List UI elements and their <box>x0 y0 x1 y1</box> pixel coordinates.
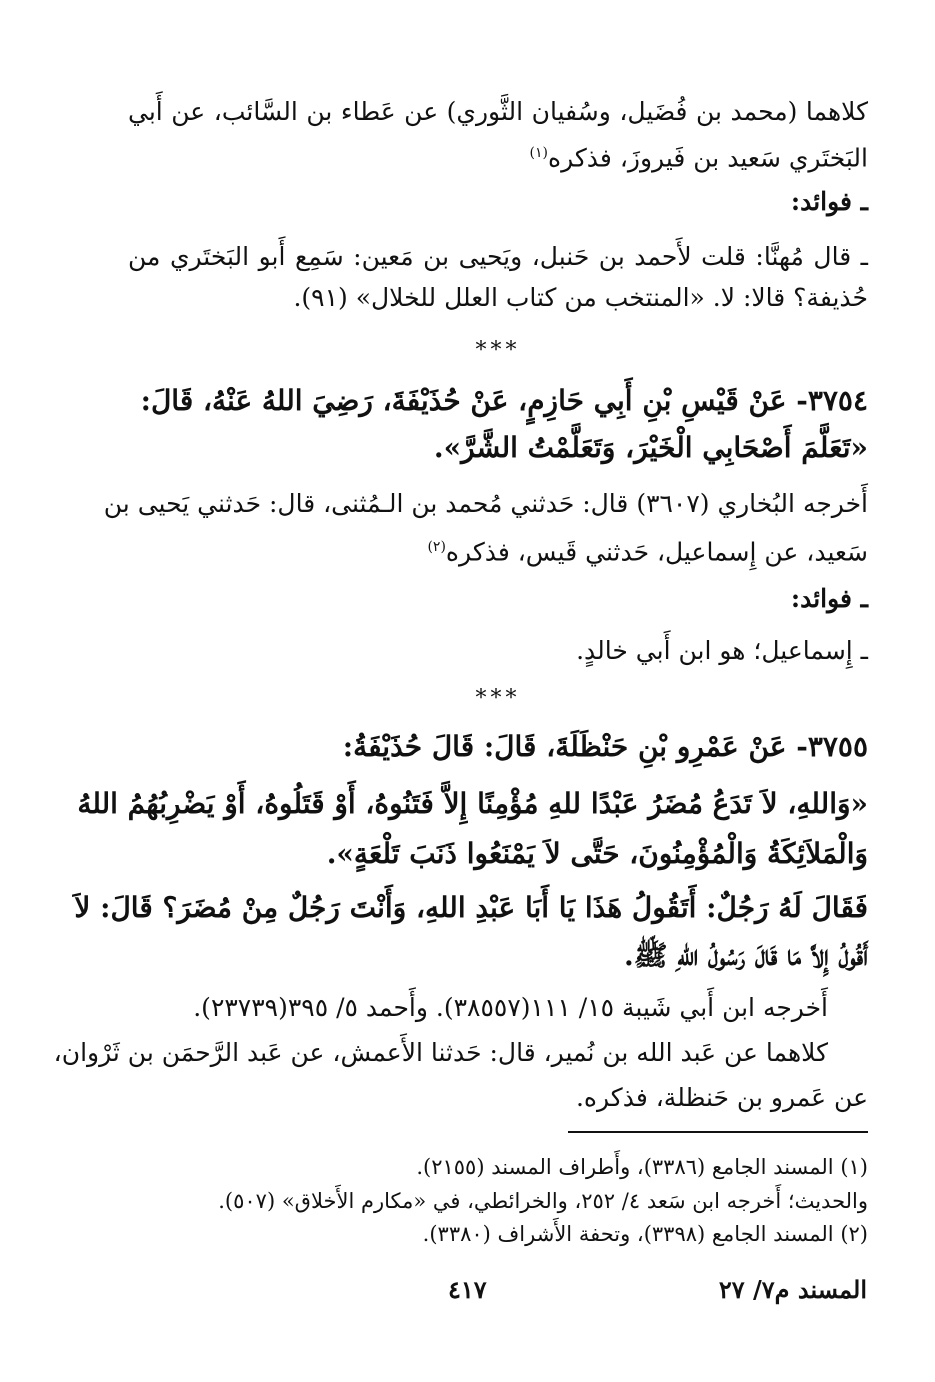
hadith-heading: ٣٧٥٤- عَنْ قَيْسِ بْنِ أَبِي حَازِمٍ، عَنْ حُذَيْفَةَ، رَضِيَ اللهُ عَنْهُ، قَالَ: <box>140 384 868 417</box>
hadith-heading: ٣٧٥٥- عَنْ عَمْرِو بْنِ حَنْظَلَةَ، قَالَ: قَالَ حُذَيْفَةُ: <box>342 730 868 763</box>
running-head: المسند م٧/ ٢٧ <box>718 1275 867 1304</box>
section-heading: ـ فوائد: <box>790 187 868 216</box>
hadith-text: فَقَالَ لَهُ رَجُلٌ: أَتَقُولُ هَذَا يَا أَبَا عَبْدِ اللهِ، وَأَنْتَ رَجُلٌ مِنْ مُضَرَ؟ قَالَ: لاَ <box>74 891 868 924</box>
paragraph-line: ـ قال مُهنَّا: قلت لأَحمد بن حَنبل، ويَحيى بن مَعين: سَمِع أَبو البَختَري من <box>128 242 868 271</box>
paragraph-line: حُذيفة؟ قالا: لا. «المنتخب من كتاب العلل للخلال» (٩١). <box>293 283 868 312</box>
hadith-text: «تَعَلَّمَ أَصْحَابِي الْخَيْرَ، وَتَعَلَّمْتُ الشَّرَّ». <box>433 431 868 464</box>
hadith-text: أَقُولُ إِلاَّ مَا قَالَ رَسُولُ اللهِ ﷺ. <box>624 939 868 972</box>
footnote-line: (٢) المسند الجامع (٣٣٩٨)، وتحفة الأَشراف (٣٣٨٠). <box>422 1222 868 1246</box>
footnote-line: والحديث؛ أَخرجه ابن سَعد ٤/ ٢٥٢، والخرائطي، في «مكارم الأَخلاق» (٥٠٧). <box>218 1189 868 1213</box>
paragraph-line: ـ إِسماعيل؛ هو ابن أَبي خالدٍ. <box>576 636 868 665</box>
paragraph-line: عن عَمرو بن حَنظلة، فذكره. <box>575 1083 868 1112</box>
paragraph-line: أَخرجه البُخاري (٣٦٠٧) قال: حَدثني مُحمد بن الـمُثنى، قال: حَدثني يَحيى بن <box>103 489 868 518</box>
paragraph-text: البَختَري سَعيد بن فَيروزَ، فذكره <box>548 143 868 173</box>
hadith-text: وَالْمَلاَئِكَةُ وَالْمُؤْمِنُونَ، حَتَّى لاَ يَمْنَعُوا ذَنَبَ تَلْعَةٍ». <box>326 837 868 870</box>
section-heading: ـ فوائد: <box>790 584 868 613</box>
separator-stars: *** <box>475 686 521 711</box>
footnote-marker: (٢) <box>427 539 446 555</box>
hadith-text: «وَاللهِ، لاَ تَدَعُ مُضَرُ عَبْدًا للهِ مُؤْمِنًا إِلاَّ فَتَنُوهُ، أَوْ قَتَلُوهُ، أَوْ يَضْرِبُهُمُ اللهُ <box>77 787 868 820</box>
paragraph-line: كلاهما (محمد بن فُضَيل، وسُفيان الثَّوري) عن عَطاء بن السَّائب، عن أَبي <box>128 97 869 126</box>
separator-stars: *** <box>475 338 521 363</box>
paragraph-line: أَخرجه ابن أَبي شَيبة ١٥/ ١١١(٣٨٥٥٧). وأَحمد ٥/ ٣٩٥(٢٣٧٣٩). <box>193 993 828 1022</box>
footnote-rule <box>568 1131 868 1133</box>
page-number: ٤١٧ <box>448 1275 487 1304</box>
paragraph-line <box>128 527 868 572</box>
paragraph-text: سَعيد، عن إِسماعيل، حَدثني قَيس، فذكره <box>445 537 868 567</box>
paragraph-line <box>128 133 868 178</box>
paragraph-line: كلاهما عن عَبد الله بن نُمير، قال: حَدثنا الأَعمش، عن عَبد الرَّحمَن بن ثَرْوان، <box>53 1038 828 1067</box>
footnote-line: (١) المسند الجامع (٣٣٨٦)، وأَطراف المسند (٢١٥٥). <box>416 1155 868 1179</box>
footnote-marker: (١) <box>529 145 549 161</box>
